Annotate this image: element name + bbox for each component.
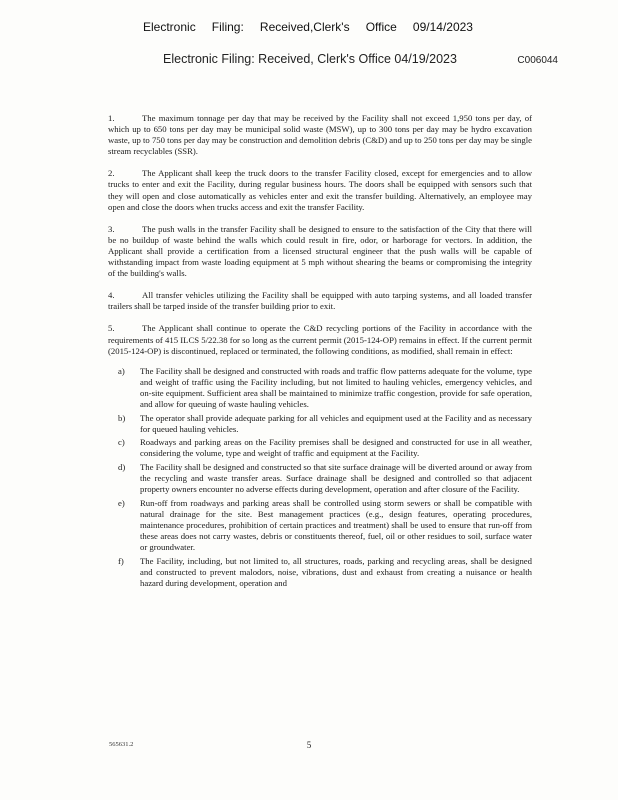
stamp-word-electronic: Electronic [143, 20, 196, 34]
paragraph-4 [108, 290, 532, 312]
stamp-secondary-text: Electronic Filing: Received, Clerk's Office 04/19/2023 [163, 52, 457, 66]
stamp-word-filing: Filing: [211, 20, 244, 34]
paragraph-number: 2. [108, 168, 115, 179]
paragraph-number: 4. [108, 290, 115, 301]
paragraph-text: The maximum tonnage per day that may be received by the Facility shall not exceed 1,950 tons per day, of which up to 650 tons per day may be municipal solid waste (MSW), up to 300 tons per day may be hydro excavation waste, up to 750 tons per day may be construction and demolition debris (C&D) and up to 250 tons per day may be single stream recyclables (SSR). [108, 113, 532, 157]
conditions-list [108, 366, 532, 589]
condition-label: f) [118, 555, 124, 566]
condition-a [108, 366, 532, 410]
condition-label: a) [118, 365, 125, 376]
filing-stamp-secondary [163, 52, 558, 66]
condition-text: Run-off from roadways and parking areas shall be controlled using storm sewers or shall be compatible with natural drainage for the site. Best management practices (e.g., design features, operating procedures, maintenance procedures, prohibition of certain practices and treatment) shall be used to ensure that run-off from these areas does not carry wastes, debris or constituents thereof, fuel, oil or other residues to soil, surface water or groundwater. [140, 497, 532, 553]
condition-text: The Facility shall be designed and constructed with roads and traffic flow patterns adequate for the volume, type and weight of traffic using the Facility including, but not limited to hauling vehicles, emergency vehicles, and on-site equipment. Sufficient area shall be maintained to minimize traffic congestion, provide for safe operation, and allow for queuing of waste hauling vehicles. [140, 365, 532, 409]
paragraph-text: The push walls in the transfer Facility shall be designed to ensure to the satisfaction of the City that there will be no buildup of waste behind the walls which could result in fire, odor, or harborage for vectors. In addition, the Applicant shall provide a certification from a licensed structural engineer that the push walls will be capable of withstanding impact from waste loading equipment at 5 mph without shearing the beams or compromising the integrity of the building's walls. [108, 223, 532, 279]
condition-b [108, 413, 532, 435]
condition-label: d) [118, 461, 126, 472]
condition-label: b) [118, 412, 126, 423]
condition-text: The Facility shall be designed and constructed so that site surface drainage will be diverted around or away from the recycling and waste transfer areas. Surface drainage shall be designed and controlled so that adjacent property owners encounter no adverse effects during development, operation and after closure of the Facility. [140, 461, 532, 495]
paragraph-text: The Applicant shall keep the truck doors to the transfer Facility closed, except for emergencies and to allow trucks to enter and exit the Facility, during regular business hours. The doors shall be equipped with sensors such that they will open and close automatically as vehicles enter and exit the transfer building. Alternatively, an employee may open and close the doors when trucks access and exit the transfer Facility. [108, 168, 532, 212]
paragraph-2 [108, 168, 532, 212]
paragraph-number: 5. [108, 323, 115, 334]
paragraph-3 [108, 224, 532, 279]
condition-c [108, 437, 532, 459]
paragraph-text: The Applicant shall continue to operate the C&D recycling portions of the Facility in accordance with the requirements of 415 ILCS 5/22.38 for so long as the current permit (2015-124-OP) remains in effect. If the current permit (2015-124-OP) is discontinued, replaced or terminated, the following conditions, as modified, shall remain in effect: [108, 323, 532, 356]
condition-label: c) [118, 437, 125, 448]
page-number: 5 [306, 740, 312, 750]
condition-d [108, 462, 532, 495]
paragraph-5 [108, 323, 532, 356]
condition-label: e) [118, 497, 125, 508]
filing-stamp-top [143, 20, 473, 34]
condition-e [108, 498, 532, 553]
paragraph-number: 1. [108, 113, 115, 123]
condition-f [108, 556, 532, 589]
stamp-date: 09/14/2023 [412, 20, 473, 34]
footer-document-id: 565631.2 [109, 741, 134, 748]
condition-text: Roadways and parking areas on the Facility premises shall be designed and constructed for use in all weather, considering the volume, type and weight of traffic and equipment at the Facility. [140, 437, 532, 459]
paragraph-number: 3. [108, 223, 115, 234]
document-body [108, 113, 532, 591]
paragraph-text: All transfer vehicles utilizing the Facility shall be equipped with auto tarping systems, and all loaded transfer trailers shall be tarped inside of the transfer building prior to exit. [108, 290, 532, 312]
condition-text: The Facility, including, but not limited to, all structures, roads, parking and recycling areas, shall be designed and constructed to prevent malodors, noise, vibrations, dust and exhaust from creating a nuisance or health hazard during development, operation and [140, 555, 532, 588]
stamp-secondary-code: C006044 [517, 55, 558, 66]
stamp-word-received: Received,Clerk's [259, 20, 350, 34]
paragraph-1 [108, 113, 532, 157]
stamp-word-office: Office [365, 20, 397, 34]
condition-text: The operator shall provide adequate parking for all vehicles and equipment used at the Facility and as necessary for queued hauling vehicles. [140, 412, 532, 434]
